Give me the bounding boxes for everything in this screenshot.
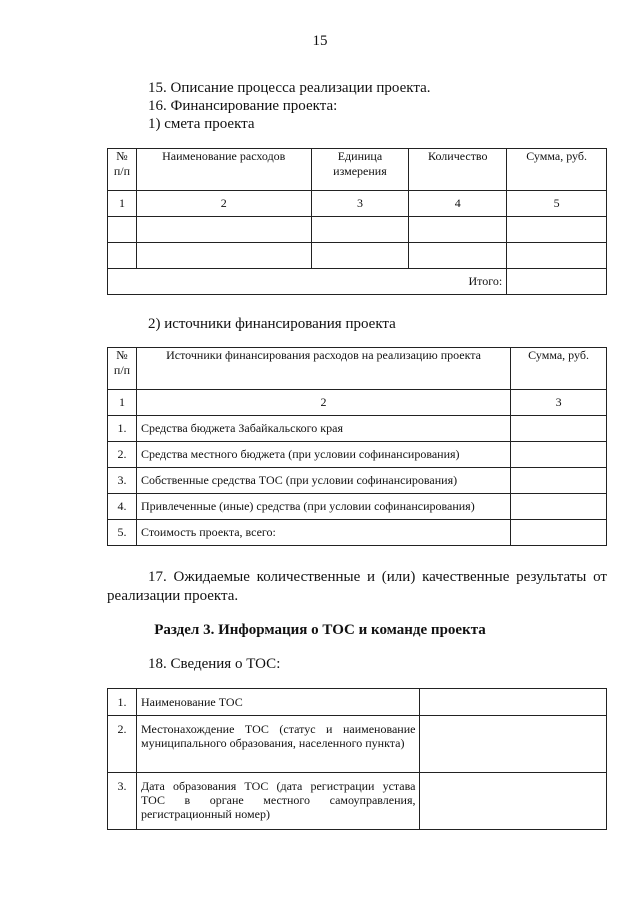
row-label: Собственные средства ТОС (при условии софинансирования) [136,468,510,494]
numbering-cell: 5 [507,191,607,217]
empty-cell [507,217,607,243]
item-16-1: 1) смета проекта [148,116,255,132]
table-row [108,442,607,468]
numbering-cell: 3 [511,390,607,416]
numbering-cell: 4 [409,191,507,217]
empty-cell [409,217,507,243]
sum-cell [511,468,607,494]
table-row [108,468,607,494]
item-16-2: 2) источники финансирования проекта [148,316,396,332]
table-row [108,689,607,716]
col-header-quantity: Количество [409,149,507,191]
row-label: Стоимость проекта, всего: [136,520,510,546]
item-15: 15. Описание процесса реализации проекта. [148,80,431,96]
value-cell [420,716,607,773]
empty-cell [136,243,311,269]
numbering-cell: 3 [311,191,409,217]
row-number: 3. [108,773,137,830]
empty-cell [507,243,607,269]
empty-cell [409,243,507,269]
empty-cell [311,217,409,243]
numbering-cell: 2 [136,191,311,217]
item-16: 16. Финансирование проекта: [148,98,338,114]
tos-table [107,688,607,830]
empty-cell [108,217,137,243]
empty-cell [311,243,409,269]
sum-cell [511,494,607,520]
numbering-cell: 1 [108,390,137,416]
table-row [108,217,607,243]
total-label: Итого: [108,269,507,295]
section-3-heading: Раздел 3. Информация о ТОС и команде проекта [154,622,486,638]
table-row [108,716,607,773]
empty-cell [136,217,311,243]
row-label: Средства бюджета Забайкальского края [136,416,510,442]
empty-cell [108,243,137,269]
table-row [108,243,607,269]
row-number: 2. [108,442,137,468]
row-label: Дата образования ТОС (дата регистрации устава ТОС в органе местного самоуправления, регистрационный номер) [136,773,420,830]
row-number: 3. [108,468,137,494]
sum-cell [511,520,607,546]
value-cell [420,689,607,716]
row-number: 1. [108,416,137,442]
row-label: Местонахождение ТОС (статус и наименование муниципального образования, населенного пункта) [136,716,420,773]
row-number: 2. [108,716,137,773]
table-row [108,416,607,442]
item-17: 17. Ожидаемые количественные и (или) качественные результаты от реализации проекта. [107,569,607,604]
value-cell [420,773,607,830]
sources-table [107,347,607,546]
row-number: 5. [108,520,137,546]
col-header-source: Источники финансирования расходов на реализацию проекта [136,348,510,390]
row-label: Средства местного бюджета (при условии софинансирования) [136,442,510,468]
numbering-cell: 1 [108,191,137,217]
sum-cell [511,416,607,442]
col-header-expense-name: Наименование расходов [136,149,311,191]
row-label: Привлеченные (иные) средства (при условии софинансирования) [136,494,510,520]
row-label: Наименование ТОС [136,689,420,716]
sum-cell [511,442,607,468]
col-header-num: № п/п [108,348,137,390]
total-value-cell [507,269,607,295]
row-number: 4. [108,494,137,520]
page-number: 15 [312,33,328,49]
row-number: 1. [108,689,137,716]
table-row [108,773,607,830]
table-row [108,494,607,520]
estimate-table [107,148,607,295]
col-header-num: № п/п [108,149,137,191]
numbering-cell: 2 [136,390,510,416]
item-18: 18. Сведения о ТОС: [148,656,281,672]
col-header-sum: Сумма, руб. [511,348,607,390]
col-header-unit: Единица измерения [311,149,409,191]
col-header-sum: Сумма, руб. [507,149,607,191]
table-row [108,520,607,546]
